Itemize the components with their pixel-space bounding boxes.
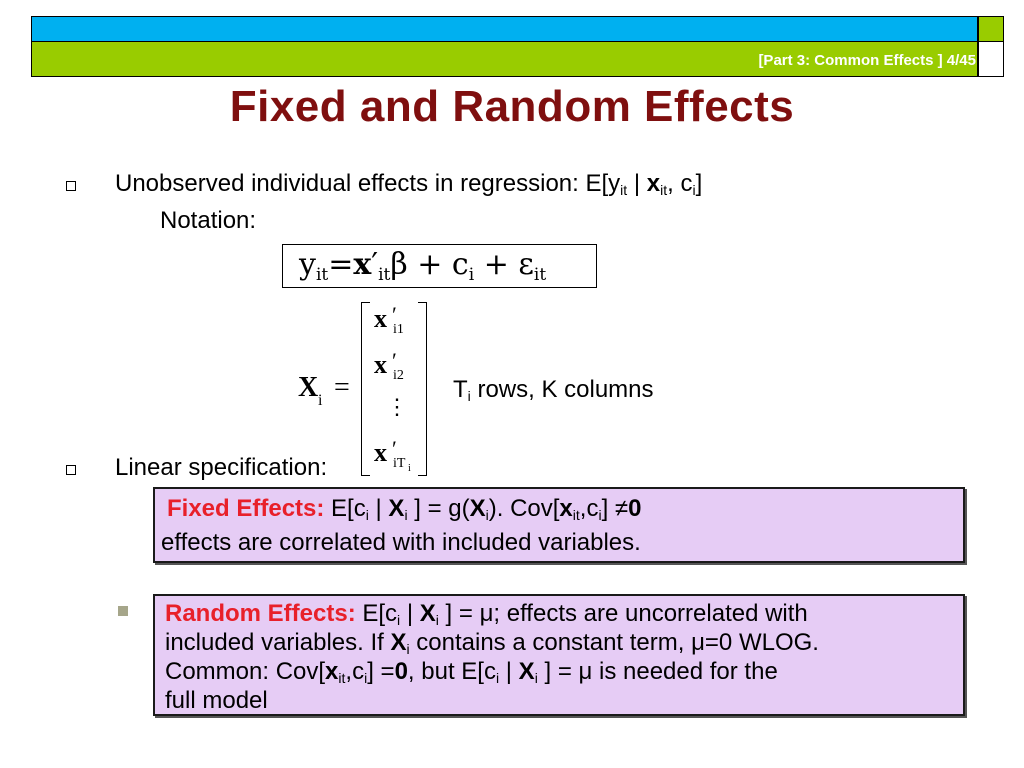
fixed-effects-box — [153, 487, 965, 563]
bullet1-text: Unobserved individual effects in regression: $E[y_{it}$ | $x_{it}$, $c_i$] — [115, 170, 703, 198]
matrix-lhs-sub: i — [318, 392, 323, 409]
matrix-lhs-X: X — [298, 372, 319, 403]
matrix-row1-x: x — [374, 304, 387, 333]
model-equation: $y_{it}=x'_{it}\beta + c_i + \varepsilon_{it}$ — [282, 244, 597, 288]
matrix-description: $T_i$ rows, K columns — [453, 376, 654, 404]
random-effects-line3: Common: $Cov[x_{it},c_i] =0$, but $E[c_i$ | $X_i$ ] = μ is needed for the — [165, 658, 778, 686]
slide-title: Fixed and Random Effects — [229, 82, 795, 131]
slide-reference: [Part 3: Common Effects ] 4/45 — [758, 52, 976, 69]
bullet-marker — [66, 181, 76, 191]
matrix-right-bracket — [418, 302, 427, 476]
matrix-row3-subsub: i — [408, 463, 411, 474]
header-square-top — [978, 16, 1004, 42]
random-effects-line2: included variables. If $X_i$ contains a constant term, μ=0 WLOG. — [165, 629, 819, 657]
bullet-marker — [66, 465, 76, 475]
sub-bullet-marker — [118, 606, 128, 616]
header-square-bottom — [978, 42, 1004, 77]
matrix-row1-prime: ′ — [392, 302, 397, 327]
matrix-row3-sub: iT — [393, 456, 406, 471]
matrix-left-bracket — [361, 302, 370, 476]
matrix-row2-x: x — [374, 350, 387, 379]
bullet2-text: Linear specification: — [115, 454, 328, 481]
fixed-effects-line2: effects are correlated with included variables. — [161, 529, 641, 556]
random-effects-line4: full model — [165, 687, 268, 714]
notation-label: Notation: — [160, 207, 257, 234]
matrix-row2-sub: i2 — [393, 368, 404, 383]
fixed-effects-line1: Fixed Effects: $E[c_i$ | $X_i$ ] = $g(X_i)$. $Cov[x_{it},c_i] \ne 0$ — [167, 495, 642, 523]
matrix-vdots: ⋮ — [386, 394, 408, 419]
random-effects-box — [153, 594, 965, 716]
matrix-equals: = — [334, 372, 350, 403]
matrix-row1-sub: i1 — [393, 322, 404, 337]
matrix-row2-prime: ′ — [392, 348, 397, 373]
header-band-top — [31, 16, 978, 42]
matrix-row3-prime: ′ — [392, 436, 397, 461]
matrix-row3-x: x — [374, 438, 387, 467]
random-effects-line1: Random Effects: $E[c_i$ | $X_i$ ] = μ; effects are uncorrelated with — [165, 600, 808, 628]
